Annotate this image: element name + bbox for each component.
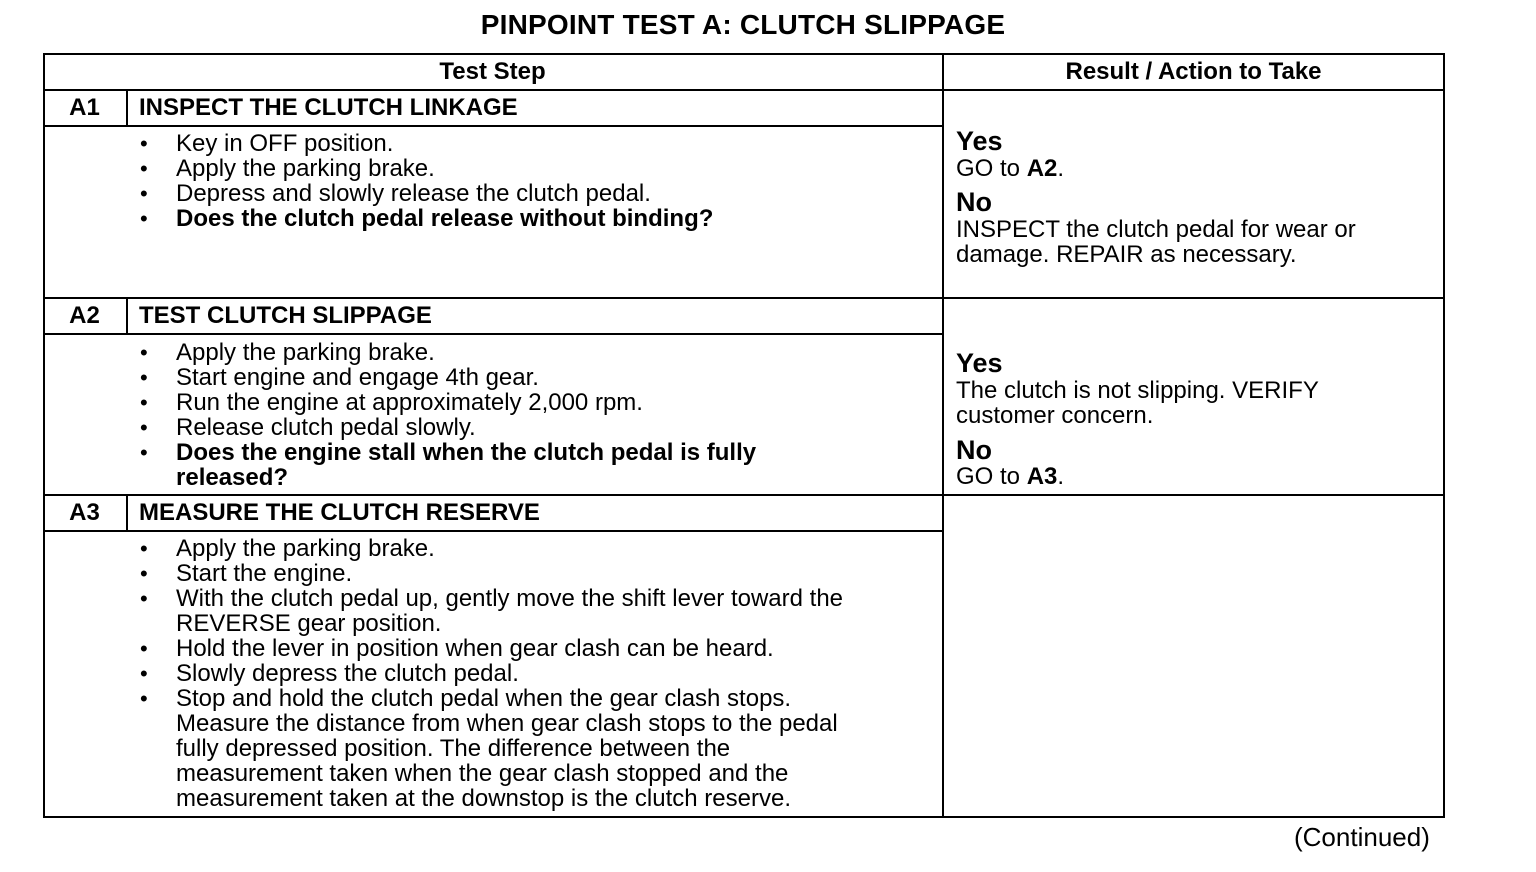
a2-bullet-question: Does the engine stall when the clutch pedal is fully — [176, 439, 757, 466]
a1-yes-action — [956, 156, 1064, 181]
a3-bullet-3-cont: REVERSE gear position. — [176, 610, 442, 637]
a3-bullet-6-cont-4: measurement taken at the downstop is the clutch reserve. — [176, 785, 791, 812]
a2-yes-text-2: customer concern. — [956, 402, 1154, 429]
a3-bullet-3: With the clutch pedal up, gently move the shift lever toward the — [176, 585, 844, 612]
bullet-marker: • — [140, 390, 148, 415]
bullet-marker: • — [140, 365, 148, 390]
step-id-a1: A1 — [69, 94, 100, 121]
a2-no-label: No — [956, 435, 992, 465]
bullet-marker: • — [140, 636, 148, 661]
step-id-divider-a2 — [126, 297, 128, 335]
a3-bullet-6: Stop and hold the clutch pedal when the gear clash stops. — [176, 685, 792, 712]
bullet-marker: • — [140, 340, 148, 365]
step-heading-a2: TEST CLUTCH SLIPPAGE — [139, 302, 432, 329]
a2-no-action — [956, 464, 1064, 489]
bullet-marker: • — [140, 440, 148, 465]
a2-no-ref: A3 — [1026, 463, 1058, 490]
a3-bullet-5: Slowly depress the clutch pedal. — [176, 660, 519, 687]
bullet-marker: • — [140, 536, 148, 561]
a3-bullet-6-cont-2: fully depressed position. The difference between the — [176, 735, 731, 762]
a1-yes-text: GO to — [956, 155, 1027, 182]
bullet-marker: • — [140, 586, 148, 611]
a3-bullet-1: Apply the parking brake. — [176, 535, 435, 562]
a2-row-divider — [43, 494, 1445, 496]
a1-bullet-2: Apply the parking brake. — [176, 155, 435, 182]
a1-yes-ref: A2 — [1026, 155, 1058, 182]
bullet-marker: • — [140, 561, 148, 586]
a2-bullet-question-cont: released? — [176, 464, 289, 491]
a1-bullet-question: Does the clutch pedal release without binding? — [176, 205, 714, 232]
a2-bullet-1: Apply the parking brake. — [176, 339, 435, 366]
a1-row-divider — [43, 297, 1445, 299]
step-id-divider-a3 — [126, 494, 128, 532]
a2-yes-label: Yes — [956, 348, 1003, 378]
a1-bullet-1: Key in OFF position. — [176, 130, 394, 157]
a2-heading-divider — [43, 333, 944, 335]
a2-bullet-2: Start engine and engage 4th gear. — [176, 364, 539, 391]
a1-no-text-2: damage. REPAIR as necessary. — [956, 241, 1297, 268]
a1-bullet-3: Depress and slowly release the clutch pedal. — [176, 180, 651, 207]
a3-bullet-6-cont-3: measurement taken when the gear clash stopped and the — [176, 760, 789, 787]
a1-no-text-1: INSPECT the clutch pedal for wear or — [956, 216, 1356, 243]
bullet-marker: • — [140, 686, 148, 711]
step-id-divider-a1 — [126, 89, 128, 127]
continued-note: (Continued) — [1294, 822, 1430, 852]
a2-no-text: GO to — [956, 463, 1027, 490]
header-result-action: Result / Action to Take — [1065, 58, 1322, 85]
header-row-divider — [43, 89, 1445, 91]
header-test-step: Test Step — [439, 58, 546, 85]
bullet-marker: • — [140, 415, 148, 440]
a3-bullet-4: Hold the lever in position when gear clash can be heard. — [176, 635, 774, 662]
bullet-marker: • — [140, 661, 148, 686]
a2-bullet-4: Release clutch pedal slowly. — [176, 414, 476, 441]
step-id-a3: A3 — [69, 499, 100, 526]
step-heading-a3: MEASURE THE CLUTCH RESERVE — [139, 499, 540, 526]
a1-yes-end: . — [1057, 155, 1065, 182]
bullet-marker: • — [140, 206, 148, 231]
a1-yes-label: Yes — [956, 126, 1003, 156]
a3-bullet-6-cont-1: Measure the distance from when gear clash stops to the pedal — [176, 710, 838, 737]
step-heading-a1: INSPECT THE CLUTCH LINKAGE — [139, 94, 518, 121]
a3-heading-divider — [43, 530, 944, 532]
page-title: PINPOINT TEST A: CLUTCH SLIPPAGE — [480, 9, 1006, 40]
bullet-marker: • — [140, 181, 148, 206]
bullet-marker: • — [140, 156, 148, 181]
a1-heading-divider — [43, 125, 944, 127]
step-id-a2: A2 — [69, 302, 100, 329]
a2-no-end: . — [1057, 463, 1065, 490]
bullet-marker: • — [140, 131, 148, 156]
a1-no-label: No — [956, 187, 992, 217]
column-divider — [942, 53, 944, 818]
a2-yes-text-1: The clutch is not slipping. VERIFY — [956, 377, 1319, 404]
a3-bullet-2: Start the engine. — [176, 560, 353, 587]
a2-bullet-3: Run the engine at approximately 2,000 rpm. — [176, 389, 643, 416]
